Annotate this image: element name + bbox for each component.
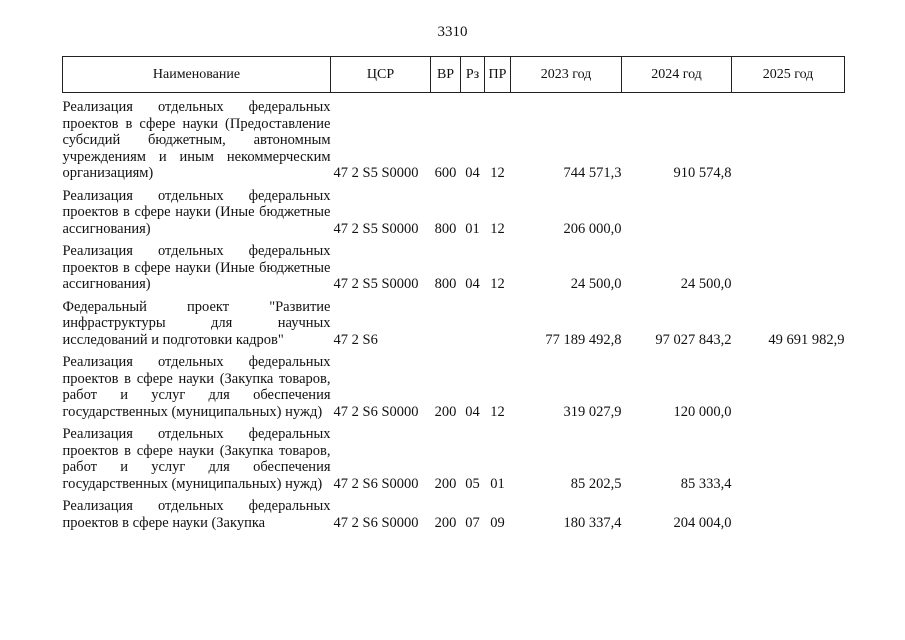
row-csr: 47 2 S5 S0000: [333, 276, 419, 292]
row-2024: [622, 182, 732, 238]
row-rz: 01: [465, 220, 480, 237]
table-row: [63, 293, 845, 349]
row-pr: 01: [490, 475, 505, 492]
row-name: Реализация отдельных федеральных проектов в сфере науки (Закупка товаров, работ и услуг для обеспечения государственных (муниципальных) нужд): [62, 354, 331, 420]
header-csr: ЦСР: [331, 57, 431, 93]
row-rz: 04: [465, 403, 480, 420]
row-2024: 910 574,8: [673, 165, 732, 181]
row-2024: 120 000,0: [673, 403, 732, 420]
row-pr: [485, 293, 511, 349]
page-number: 3310: [437, 24, 468, 40]
row-pr: 09: [490, 514, 505, 531]
budget-table: [62, 56, 845, 531]
row-2023: 85 202,5: [570, 475, 622, 492]
row-vr: 200: [434, 403, 457, 420]
row-2025: 49 691 982,9: [768, 331, 845, 348]
row-vr: 600: [434, 165, 457, 181]
table-row: [63, 492, 845, 531]
header-rz: Рз: [461, 57, 485, 93]
row-2023: 24 500,0: [570, 276, 622, 292]
row-2023: 206 000,0: [563, 220, 622, 237]
row-csr: 47 2 S6 S0000: [333, 403, 419, 420]
row-vr: 200: [434, 475, 457, 492]
row-csr: 47 2 S6: [333, 331, 378, 348]
row-vr: 800: [434, 220, 457, 237]
row-name: Федеральный проект "Развитие инфраструктуры для научных исследований и подготовки кадров": [62, 298, 331, 348]
row-name: Реализация отдельных федеральных проектов в сфере науки (Закупка товаров, работ и услуг для обеспечения государственных (муниципальных) нужд): [62, 426, 331, 492]
header-name: Наименование: [63, 57, 331, 93]
row-name: Реализация отдельных федеральных проектов в сфере науки (Иные бюджетные ассигнования): [62, 187, 331, 237]
row-rz: 07: [465, 514, 480, 531]
row-rz: [461, 293, 485, 349]
row-csr: 47 2 S6 S0000: [333, 514, 419, 531]
row-2023: 744 571,3: [563, 165, 622, 181]
row-vr: [431, 293, 461, 349]
row-name: Реализация отдельных федеральных проектов в сфере науки (Предоставление субсидий бюджетным, автономным учреждениям и иным некоммерческим организациям): [62, 99, 331, 181]
header-2023: 2023 год: [511, 57, 622, 93]
row-2023: 319 027,9: [563, 403, 622, 420]
row-2024: 24 500,0: [680, 276, 732, 292]
row-name: Реализация отдельных федеральных проектов в сфере науки (Иные бюджетные ассигнования): [62, 243, 331, 292]
header-2024: 2024 год: [622, 57, 732, 93]
row-rz: 04: [465, 165, 480, 181]
header-2025: 2025 год: [732, 57, 845, 93]
table-row: [63, 348, 845, 420]
row-rz: 04: [465, 276, 480, 292]
row-name: Реализация отдельных федеральных проектов в сфере науки (Закупка: [62, 498, 331, 531]
row-2025: [732, 420, 845, 492]
table-row: [63, 237, 845, 293]
table-row: [63, 182, 845, 238]
row-rz: 05: [465, 475, 480, 492]
row-2023: 180 337,4: [563, 514, 622, 531]
table-row: [63, 93, 845, 182]
table-header-row: [63, 57, 845, 93]
row-2024: 97 027 843,2: [655, 331, 732, 348]
row-2024: 85 333,4: [680, 475, 732, 492]
row-2025: [732, 182, 845, 238]
row-pr: 12: [490, 165, 505, 181]
row-2025: [732, 237, 845, 293]
row-csr: 47 2 S6 S0000: [333, 475, 419, 492]
row-pr: 12: [490, 220, 505, 237]
header-vr: ВР: [431, 57, 461, 93]
row-2025: [732, 348, 845, 420]
row-2025: [732, 492, 845, 531]
row-2025: [732, 93, 845, 182]
row-pr: 12: [490, 403, 505, 420]
table-row: [63, 420, 845, 492]
row-csr: 47 2 S5 S0000: [333, 165, 419, 181]
row-vr: 200: [434, 514, 457, 531]
row-2024: 204 004,0: [673, 514, 732, 531]
row-pr: 12: [490, 276, 505, 292]
header-pr: ПР: [485, 57, 511, 93]
row-2023: 77 189 492,8: [545, 331, 622, 348]
row-vr: 800: [434, 276, 457, 292]
row-csr: 47 2 S5 S0000: [333, 220, 419, 237]
